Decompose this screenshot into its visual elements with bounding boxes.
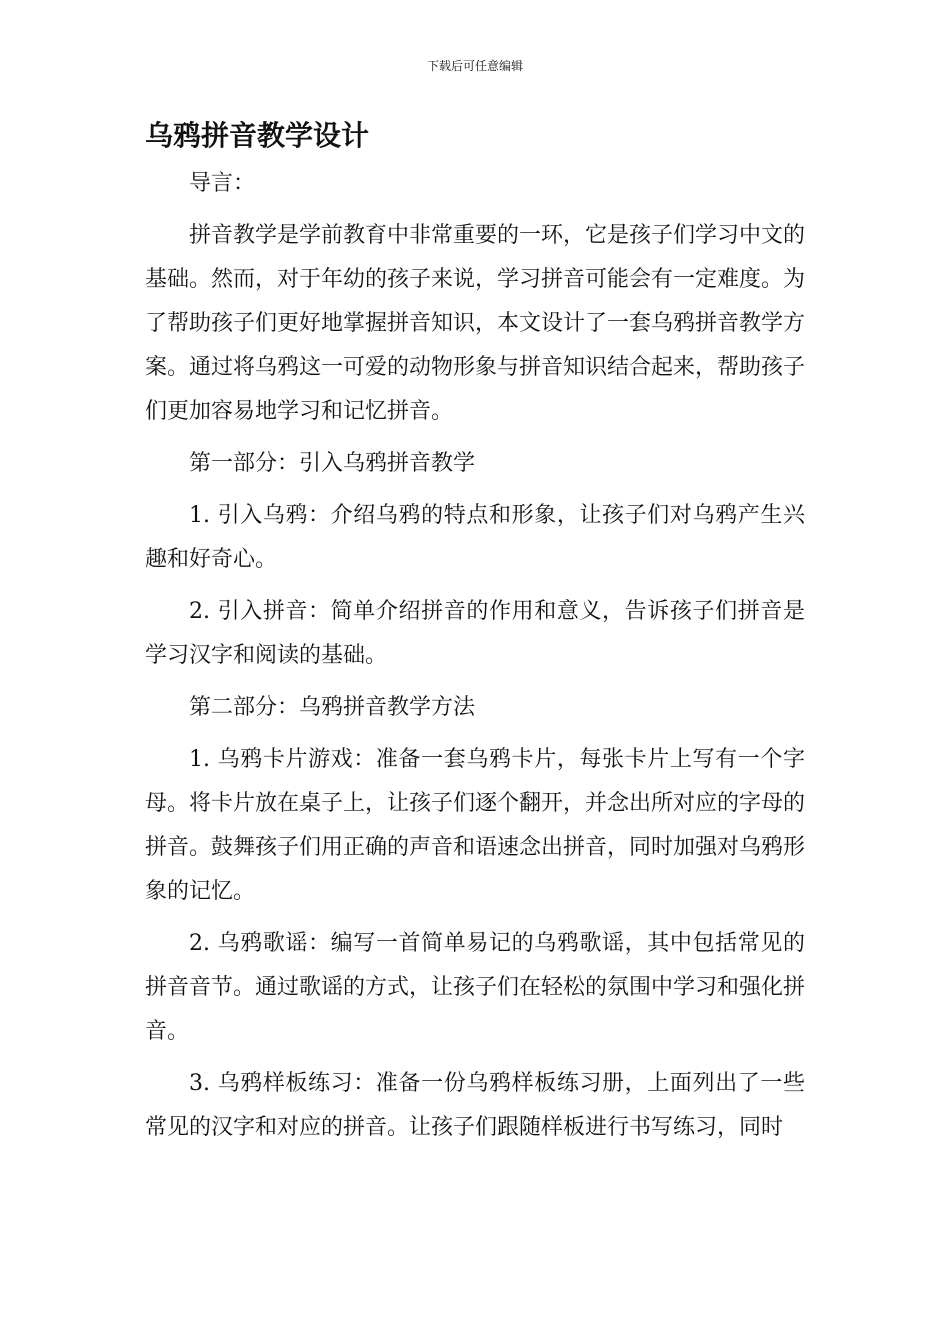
- list-item-part-two-3: 3. 乌鸦样板练习：准备一份乌鸦样板练习册，上面列出了一些常见的汉字和对应的拼音。让孩子们跟随样板进行书写练习，同时: [145, 1071, 805, 1140]
- list-item-part-two-2: 2. 乌鸦歌谣：编写一首简单易记的乌鸦歌谣，其中包括常见的拼音音节。通过歌谣的方式，让孩子们在轻松的氛围中学习和强化拼音。: [145, 931, 806, 1044]
- paragraph-intro-body: 拼音教学是学前教育中非常重要的一环，它是孩子们学习中文的基础。然而，对于年幼的孩子来说，学习拼音可能会有一定难度。为了帮助孩子们更好地掌握拼音知识，本文设计了一套乌鸦拼音教学方案。通过将乌鸦这一可爱的动物形象与拼音知识结合起来，帮助孩子们更加容易地学习和记忆拼音。: [145, 223, 806, 424]
- list-item-part-one-2: 2. 引入拼音：简单介绍拼音的作用和意义，告诉孩子们拼音是学习汉字和阅读的基础。: [145, 599, 805, 668]
- list-item-part-one-1: 1. 引入乌鸦：介绍乌鸦的特点和形象，让孩子们对乌鸦产生兴趣和好奇心。: [145, 503, 805, 572]
- document-body: [145, 162, 805, 1158]
- section-heading-part-two: 第二部分：乌鸦拼音教学方法: [189, 695, 476, 720]
- document-title: 乌鸦拼音教学设计: [145, 119, 370, 152]
- paragraph-intro-heading: 导言：: [189, 171, 256, 196]
- list-item-part-two-1: 1. 乌鸦卡片游戏：准备一套乌鸦卡片，每张卡片上写有一个字母。将卡片放在桌子上，让孩子们逐个翻开，并念出所对应的字母的拼音。鼓舞孩子们用正确的声音和语速念出拼音，同时加强对乌鸦形象的记忆。: [145, 747, 806, 904]
- section-heading-part-one: 第一部分：引入乌鸦拼音教学: [189, 451, 476, 476]
- page-header-note: 下载后可任意编辑: [426, 59, 523, 73]
